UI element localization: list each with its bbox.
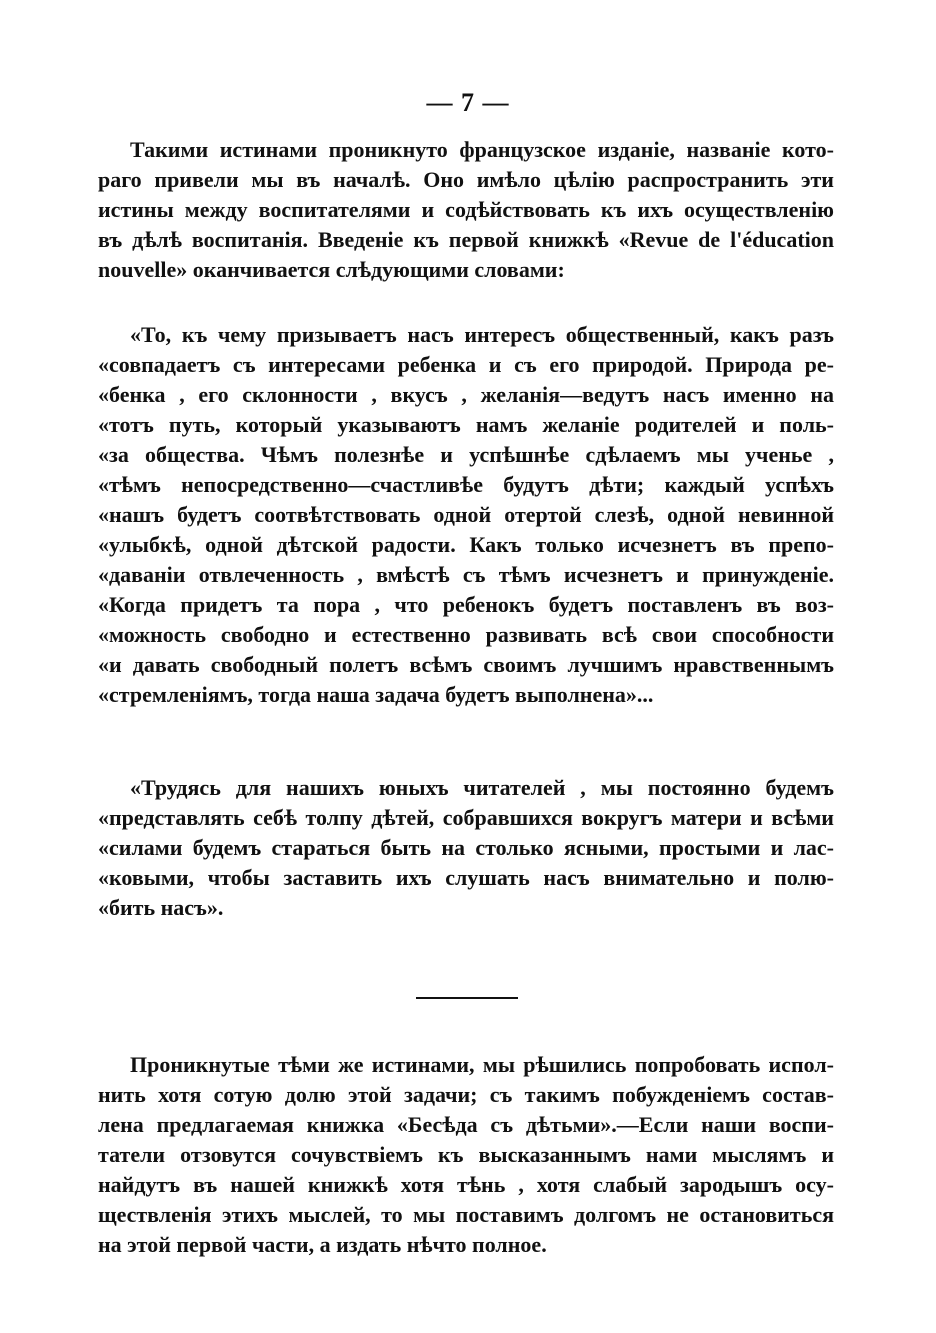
text-line: Такими истинами проникнуто французское изданіе, названіе кото- xyxy=(130,137,834,162)
text-line: «можность свободно и естественно развивать всѣ свои способности xyxy=(98,622,834,647)
text-line: «стремленіямъ, тогда наша задача будетъ выполнена»... xyxy=(98,682,654,707)
text-line: на этой первой части, а издать нѣчто полное. xyxy=(98,1232,547,1257)
text-line: раго привели мы въ началѣ. Оно имѣло цѣлію распространить эти xyxy=(98,167,834,192)
text-line: «тотъ путь, который указываютъ намъ желаніе родителей и поль- xyxy=(98,412,834,437)
text-line: ществленія этихъ мыслей, то мы поставимъ долгомъ не остановиться xyxy=(98,1202,834,1227)
quotation-first xyxy=(98,320,834,710)
text-line: «силами будемъ стараться быть на столько ясными, простыми и лас- xyxy=(98,835,834,860)
text-line: «Трудясь для нашихъ юныхъ читателей , мы постоянно будемъ xyxy=(130,775,834,800)
text-line: nouvelle» оканчивается слѣдующими словами: xyxy=(98,257,565,282)
text-line: «бенка , его склонности , вкусъ , желанія—ведутъ насъ именно на xyxy=(98,382,834,407)
paragraph-conclusion xyxy=(98,1050,834,1260)
text-line: «То, къ чему призываетъ насъ интересъ общественный, какъ разъ xyxy=(130,322,834,347)
page-number: — 7 — xyxy=(426,88,510,117)
text-line: «даваніи отвлеченность , вмѣстѣ съ тѣмъ исчезнетъ и принужденіе. xyxy=(98,562,834,587)
text-line: «Когда придетъ та пора , что ребенокъ будетъ поставленъ въ воз- xyxy=(98,592,834,617)
text-line: въ дѣлѣ воспитанія. Введеніе къ первой книжкѣ «Revue de l'éducation xyxy=(98,227,834,252)
text-line: нить хотя сотую долю этой задачи; съ такимъ побужденіемъ состав- xyxy=(98,1082,834,1107)
text-line: «улыбкѣ, одной дѣтской радости. Какъ только исчезнетъ въ препо- xyxy=(98,532,834,557)
text-line: лена предлагаемая книжка «Бесѣда съ дѣтьми».—Если наши воспи- xyxy=(98,1112,834,1137)
text-line: «совпадаетъ съ интересами ребенка и съ его природой. Природа ре- xyxy=(98,352,834,377)
text-line: «за общества. Чѣмъ полезнѣе и успѣшнѣе сдѣлаемъ мы ученье , xyxy=(98,442,834,467)
text-line: «тѣмъ непосредственно—счастливѣе будутъ дѣти; каждый успѣхъ xyxy=(98,472,834,497)
text-line: найдутъ въ нашей книжкѣ хотя тѣнь , хотя слабый зародышъ осу- xyxy=(98,1172,834,1197)
text-line: истины между воспитателями и содѣйствовать къ ихъ осуществленію xyxy=(98,197,834,222)
text-line: «и давать свободный полетъ всѣмъ своимъ лучшимъ нравственнымъ xyxy=(98,652,834,677)
text-line: татели отзовутся сочувствіемъ къ высказаннымъ нами мыслямъ и xyxy=(98,1142,834,1167)
paragraph-intro xyxy=(98,135,834,285)
text-line: «нашъ будетъ соотвѣтствовать одной отертой слезѣ, одной невинной xyxy=(98,502,834,527)
section-divider xyxy=(416,997,518,999)
text-line: Проникнутые тѣми же истинами, мы рѣшились попробовать испол- xyxy=(130,1052,834,1077)
text-line: «ковыми, чтобы заставить ихъ слушать насъ внимательно и полю- xyxy=(98,865,834,890)
text-line: «бить насъ». xyxy=(98,895,224,920)
quotation-second xyxy=(98,773,834,923)
text-line: «представлять себѣ толпу дѣтей, собравшихся вокругъ матери и всѣми xyxy=(98,805,834,830)
